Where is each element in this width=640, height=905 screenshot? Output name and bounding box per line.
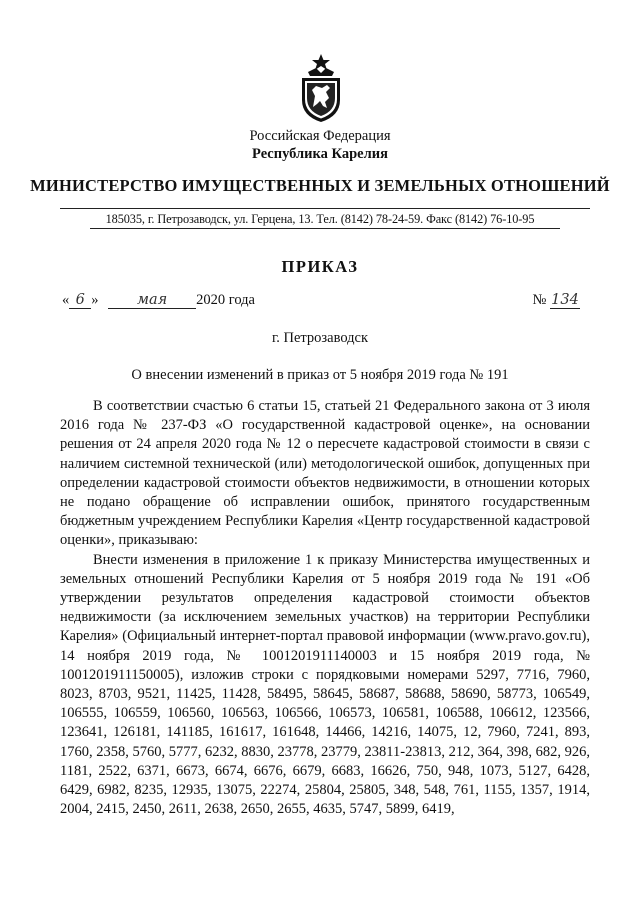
- body-paragraph-2: Внести изменения в приложение 1 к приказу Министерства имущественных и земельных отношений Республики Карелия от 5 ноября 2019 года № 191 «Об утверждении результатов определения кадастровой стоимости объектов недвижимости (за исключением земельных участков) на территории Республики Карелия» (Официальный интернет-портал правовой информации (www.pravo.gov.ru), 14 ноября 2019 года, № 1001201911140003 и 15 ноября 2019 года, № 1001201911150005), изложив строки с порядковыми номерами 5297, 7716, 7960, 8023, 8703, 9521, 11425, 11428, 58495, 58645, 58687, 58688, 58690, 58773, 106549, 106555, 106559, 106560, 106563, 106566, 106573, 106581, 106588, 106612, 123566, 123641, 126181, 141185, 161617, 161648, 14466, 14216, 14075, 12, 7960, 7241, 893, 1760, 2358, 5760, 5777, 6232, 8830, 23778, 23779, 23811-23813, 212, 364, 398, 682, 926, 1181, 2522, 6371, 6673, 6674, 6676, 6679, 6683, 16626, 750, 948, 1073, 5127, 6428, 6429, 6982, 8235, 12935, 13075, 22274, 25804, 25805, 348, 548, 761, 1155, 1357, 1914, 2004, 2415, 2450, 2611, 2638, 2650, 2655, 4635, 5747, 5899, 6419,: [60, 551, 590, 818]
- date-open-quote: «: [62, 292, 70, 308]
- document-city: г. Петрозаводск: [271, 330, 369, 346]
- number-label: №: [532, 292, 547, 308]
- number-value: 134: [551, 292, 579, 308]
- date-month: мая: [108, 292, 196, 309]
- header-divider: [60, 208, 590, 209]
- document-type: ПРИКАЗ: [281, 257, 359, 276]
- document-date: [62, 292, 255, 309]
- body-paragraph-1: В соответствии счастью 6 статьи 15, статьей 21 Федерального закона от 3 июля 2016 года № 237-ФЗ «О государственной кадастровой оценке», на основании решения от 24 апреля 2020 года № 12 о пересчете кадастровой стоимости в связи с наличием системной технической (или) методологической ошибок, допущенных при определении кадастровой стоимости объектов недвижимости, в отношении которых не подано обращение об исправлении ошибок, принятого государственным бюджетным учреждением Республики Карелия «Центр государственной кадастровой оценки», приказываю:: [60, 398, 590, 549]
- date-day: 6: [69, 292, 91, 309]
- karelia-coat-of-arms-icon: [296, 52, 346, 124]
- address-underline: [90, 228, 560, 229]
- federation-line: Российская Федерация: [249, 128, 391, 144]
- ministry-name: МИНИСТЕРСТВО ИМУЩЕСТВЕННЫХ И ЗЕМЕЛЬНЫХ ОТНОШЕНИЙ: [30, 176, 610, 195]
- ministry-address: 185035, г. Петрозаводск, ул. Герцена, 13. Тел. (8142) 78-24-59. Факс (8142) 76-10-95: [105, 212, 535, 226]
- date-close-quote: »: [91, 292, 99, 308]
- date-year: 2020 года: [196, 292, 255, 308]
- document-body: [60, 397, 590, 819]
- document-subject: О внесении изменений в приказ от 5 ноября 2019 года № 191: [131, 367, 509, 383]
- document-number: [533, 292, 580, 309]
- republic-line: Республика Карелия: [252, 146, 388, 162]
